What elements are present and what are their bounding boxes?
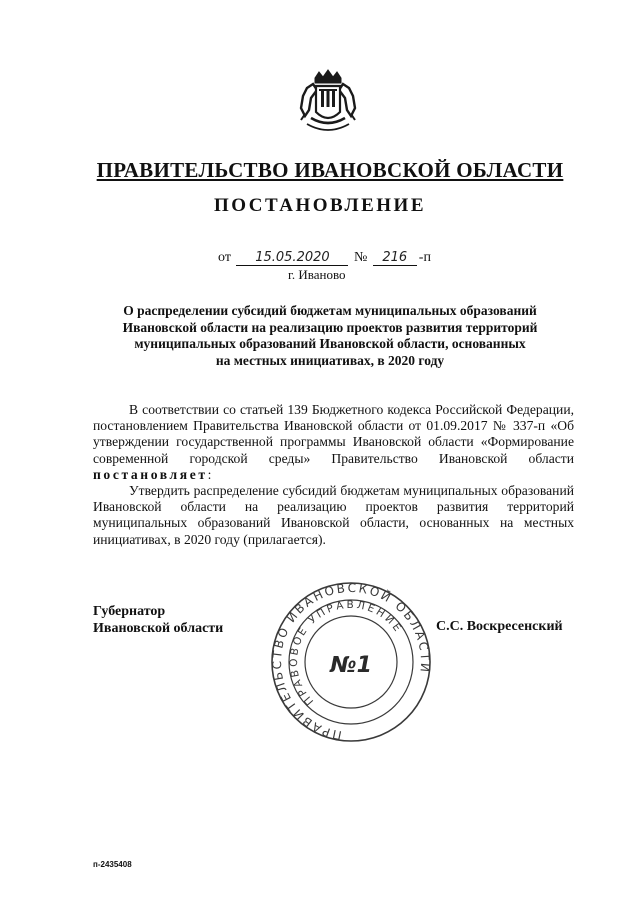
subject-line: Ивановской области на реализацию проектов развития территорий bbox=[122, 319, 538, 335]
subject-line: О распределении субсидий бюджетам муниципальных образований bbox=[123, 303, 537, 318]
document-body bbox=[93, 402, 574, 548]
coat-of-arms-icon bbox=[297, 68, 359, 138]
position-line: Губернатор bbox=[93, 604, 166, 619]
number-label: № bbox=[353, 250, 368, 265]
document-subject bbox=[95, 303, 565, 369]
signatory-name: С.С. Воскресенский bbox=[436, 619, 563, 634]
paragraph-end: : bbox=[207, 466, 212, 482]
body-paragraph: Утвердить распределение субсидий бюджетам муниципальных образований Ивановской области на реализацию проектов развития территорий муниципальных образований Ивановской области, основанных на местных инициативах, в 2020 году (прилагается). bbox=[93, 483, 574, 547]
organization-title: ПРАВИТЕЛЬСТВО ИВАНОВСКОЙ ОБЛАСТИ bbox=[96, 158, 564, 182]
number-suffix: -п bbox=[418, 250, 431, 265]
position-line: Ивановской области bbox=[93, 621, 224, 636]
decision-word: постановляет bbox=[93, 466, 208, 482]
document-date: 15.05.2020 bbox=[236, 250, 348, 266]
stamp-outer-text: ПРАВИТЕЛЬСТВО ИВАНОВСКОЙ ОБЛАСТИ bbox=[269, 582, 433, 742]
from-label: от bbox=[218, 250, 231, 265]
signatory-position bbox=[93, 603, 223, 637]
date-number-line bbox=[218, 250, 431, 266]
paragraph-text: В соответствии со статьей 139 Бюджетного кодекса Российской Федерации, постановлением Правительства Ивановской области от 01.09.2017 № 337-п «Об утверждении государственной программы Ивановской области «Формирование современной городской среды» Правительство Ивановской области bbox=[93, 402, 574, 466]
document-number: 216 bbox=[373, 250, 417, 266]
stamp-center-text: №1 bbox=[330, 653, 372, 678]
body-paragraph bbox=[93, 402, 574, 483]
stamp-inner-text: ПРАВОВОЕ УПРАВЛЕНИЕ bbox=[287, 598, 405, 708]
subject-line: на местных инициативах, в 2020 году bbox=[215, 352, 445, 368]
subject-line: муниципальных образований Ивановской области, основанных bbox=[134, 336, 526, 351]
footer-code: п-2435408 bbox=[93, 860, 132, 869]
city: г. Иваново bbox=[288, 267, 346, 282]
document-type: ПОСТАНОВЛЕНИЕ bbox=[213, 195, 427, 216]
official-stamp bbox=[267, 582, 435, 742]
